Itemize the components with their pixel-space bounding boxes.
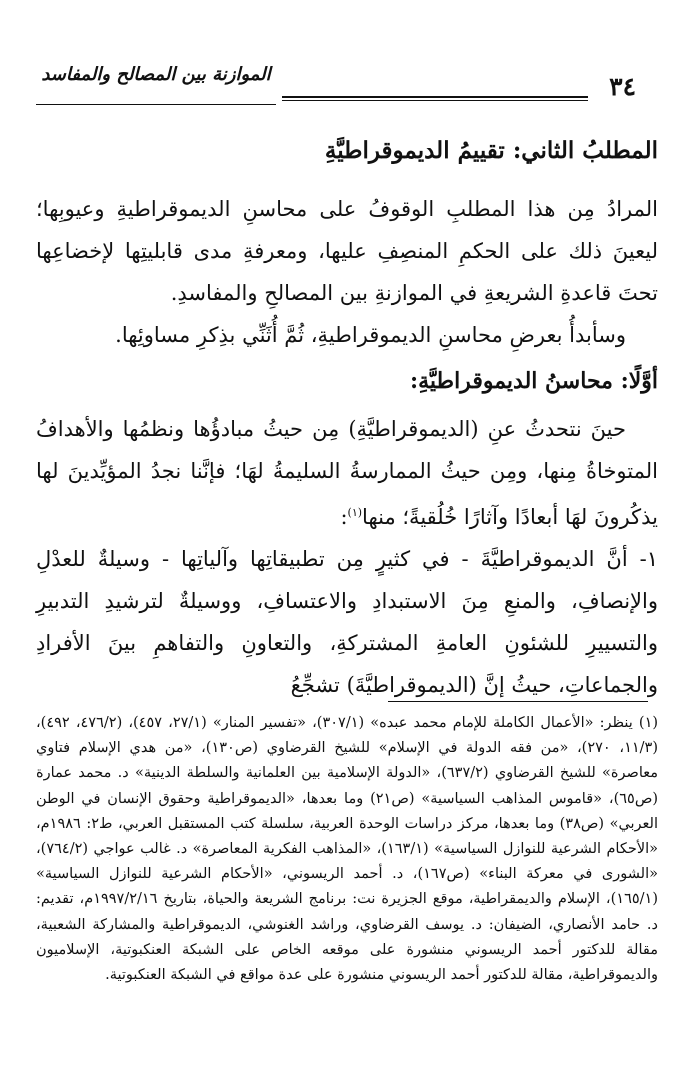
paragraph-merits-text: حينَ نتحدثُ عنِ (الديموقراطيَّةِ) مِن حيثُ مبادؤُها ونظمُها والأهدافُ المتوخاةُ مِنها، ومِن حيثُ الممارسةُ السليمةُ لهَا؛ فإنَّنا نجدُ المؤيِّدينَ لها يذكُرونَ لهَا أبعادًا وآثارًا خُلُقيةً؛ منها: [36, 417, 658, 529]
paragraph-intro: المرادُ مِن هذا المطلبِ الوقوفُ على محاسنِ الديموقراطيةِ وعيوبِها؛ ليعينَ ذلك على الحكمِ المنصِفِ عليها، ومعرفةِ مدى قابليتِها لإخضاعِها تحتَ قاعدةِ الشريعةِ في الموازنةِ بين المصالحِ والمفاسدِ.: [36, 197, 658, 305]
page-number: ٣٤: [609, 72, 636, 101]
running-title: الموازنة بين المصالح والمفاسد: [41, 64, 271, 85]
footnote-1: (١) ينظر: «الأعمال الكاملة للإمام محمد عبده» (٣٠٧/١)، «تفسير المنار» (٢٧/١، ٤٥٧)، (٤٧٦/٢، ٤٩٢)، (١١/٣، ٢٧٠)، «من فقه الدولة في الإسلام» للشيخ القرضاوي (ص١٣٠)، «من هدي الإسلام فتاوي معاصرة» للشيخ القرضاوي (٦٣٧/٢)، «الدولة الإسلامية بين العلمانية والسلطة الدينية» د. محمد عمارة (ص٦٥)، «قاموس المذاهب السياسية» (ص٢١) وما بعدها، «الديموقراطية وحقوق الإنسان في الوطن العربي» (ص٣٨) وما بعدها، مركز دراسات الوحدة العربية، سلسلة كتب المستقبل العربي، ط٢: ١٩٨٦م، «الأحكام الشرعية للنوازل السياسية» (١٦٣/١)، «المذاهب الفكرية المعاصرة» د. غالب عواجي (٧٦٤/٢)، «الشورى في معركة البناء» (ص١٦٧)، د. أحمد الريسوني، «الأحكام الشرعية للنوازل السياسية» (١٦٥/١)، الإسلام والديمقراطية، موقع الجزيرة نت: برنامج الشريعة والحياة، بتاريخ ١٩٩٧/٢/١٦م، تقديم: د. حامد الأنصاري، الضيفان: د. يوسف القرضاوي، وراشد الغنوشي، الديموقراطية والمشاركة الشعبية، مقالة للدكتور أحمد الريسوني منشورة على موقعه الخاص على الشبكة العنكبوتية، الإسلاميون والديموقراطية، مقالة للدكتور أحمد الريسوني منشورة على عدة مواقع في الشبكة العنكبوتية.: [36, 715, 659, 984]
paragraph-plan: وسأبدأُ بعرضِ محاسنِ الديموقراطيةِ، ثُمَّ أُثَنِّي بذِكرِ مساوئِها.: [115, 323, 626, 347]
footnote-separator: [388, 701, 648, 702]
section-title: المطلبُ الثاني: تقييمُ الديموقراطيَّةِ: [324, 137, 658, 164]
paragraph-merits: [36, 408, 658, 538]
list-item-1: ١- أنَّ الديموقراطيَّةَ - في كثيرٍ مِن تطبيقاتِها وآلياتِها - وسيلةٌ للعدْلِ والإنصافِ، والمنعِ مِنَ الاستبدادِ والاعتسافِ، ووسيلةٌ لترشيدِ التدبيرِ والتسييرِ للشئونِ العامةِ المشتركةِ، والتعاونِ والتفاهمِ بينَ الأفرادِ والجماعاتِ، حيثُ إنَّ (الديموقراطيَّةَ) تشجِّعُ: [36, 547, 658, 697]
header-rule: [282, 96, 588, 98]
sub-heading: أوَّلًا: محاسنُ الديموقراطيَّةِ:: [410, 368, 658, 394]
running-title-underline: [36, 104, 276, 105]
footnote-ref: (١): [347, 506, 363, 519]
main-text: [36, 128, 658, 706]
page-header: [36, 60, 658, 110]
header-rule-thin: [282, 100, 588, 101]
footnotes: [36, 711, 658, 988]
paragraph-merits-end: :: [340, 505, 348, 529]
